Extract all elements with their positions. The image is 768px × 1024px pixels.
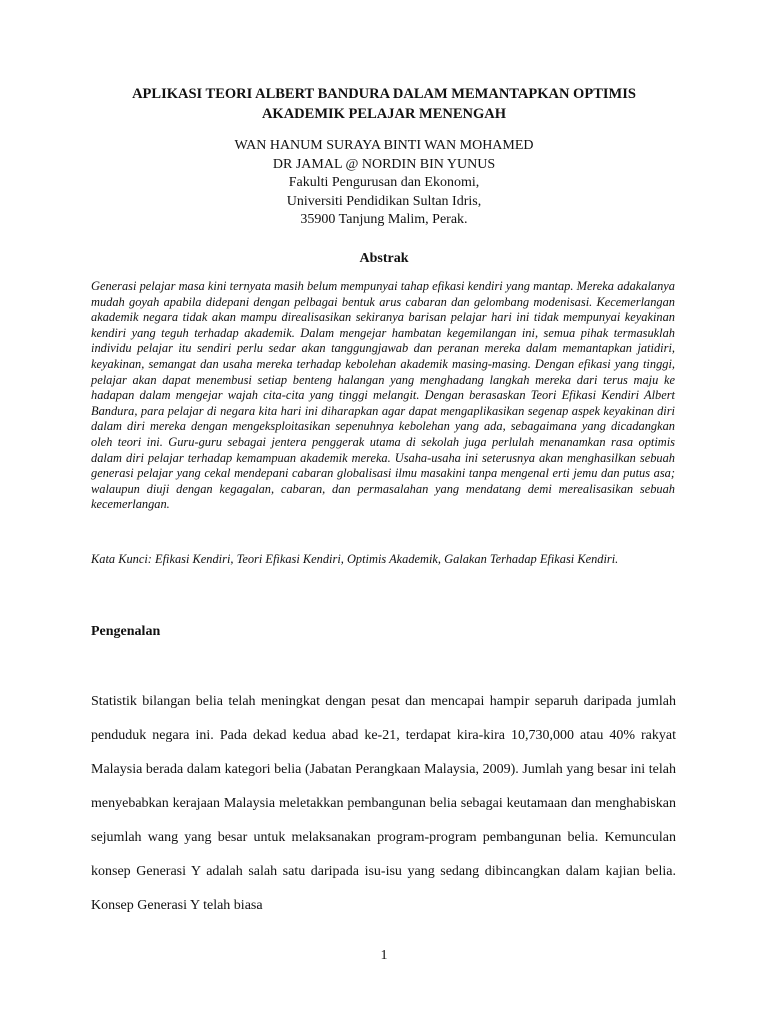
section-heading-introduction: Pengenalan (91, 624, 161, 639)
author-faculty: Fakulti Pengurusan dan Ekonomi, (288, 175, 480, 190)
author-address: 35900 Tanjung Malim, Perak. (300, 212, 468, 227)
paper-title (90, 84, 678, 124)
author-name-1: WAN HANUM SURAYA BINTI WAN MOHAMED (234, 138, 534, 153)
author-university: Universiti Pendidikan Sultan Idris, (286, 193, 482, 209)
page-number: 1 (380, 948, 388, 963)
title-line-1: APLIKASI TEORI ALBERT BANDURA DALAM MEMANTAPKAN OPTIMIS (132, 86, 636, 102)
title-line-2: AKADEMIK PELAJAR MENENGAH (261, 106, 507, 122)
abstract-heading: Abstrak (359, 251, 409, 266)
author-block (90, 137, 678, 230)
author-name-2: DR JAMAL @ NORDIN BIN YUNUS (272, 156, 496, 172)
abstract-body: Generasi pelajar masa kini ternyata masih belum mempunyai tahap efikasi kendiri yang mantap. Mereka adakalanya mudah goyah apabila didepani dengan pelbagai bentuk arus cabaran dan gelombang modenisasi. Kecemerlangan akademik negara tidak akan mampu direalisasikan sekiranya barisan pelajar hari ini tidak mempunyai keyakinan kendiri yang teguh terhadap akademik. Dalam mengejar hambatan kegemilangan ini, semua pihak termasuklah individu pelajar itu sendiri perlu sedar akan tanggungjawab dan peranan mereka dalam memantapkan jatidiri, keyakinan, semangat dan usaha mereka terhadap kebolehan akademik masing-masing. Dengan efikasi yang tinggi, pelajar akan dapat menembusi setiap benteng halangan yang menghadang langkah mereka dari terus maju ke hadapan dalam mengejar wajah cita-cita yang tinggi melangit. Dengan berasaskan Teori Efikasi Kendiri Albert Bandura, para pelajar di negara kita hari ini diharapkan agar dapat mengaplikasikan segenap aspek keyakinan diri dalam diri mereka dengan mengeksploitasikan sepenuhnya kebolehan yang ada, sebagaimana yang dicadangkan oleh teori ini. Guru-guru sebagai jentera penggerak utama di sekolah juga perlulah menanamkan rasa optimis dalam diri pelajar terhadap kemampuan akademik mereka. Usaha-usaha ini seterusnya akan menghasilkan sebuah generasi pelajar yang cekal mendepani cabaran globalisasi ilmu masakini tanpa mengenal erti jemu dan putus asa; walaupun diuji dengan kegagalan, cabaran, dan permasalahan yang mendatang demi merealisasikan sebuah kecemerlangan. (91, 279, 675, 512)
introduction-body: Statistik bilangan belia telah meningkat dengan pesat dan mencapai hampir separuh daripada jumlah penduduk negara ini. Pada dekad kedua abad ke-21, terdapat kira-kira 10,730,000 atau 40% rakyat Malaysia berada dalam kategori belia (Jabatan Perangkaan Malaysia, 2009). Jumlah yang besar ini telah menyebabkan kerajaan Malaysia meletakkan pembangunan belia sebagai keutamaan dan menghabiskan sejumlah wang yang besar untuk melaksanakan program-program pembangunan belia. Kemunculan konsep Generasi Y adalah salah satu daripada isu-isu yang sedang dibincangkan dalam kajian belia. Konsep Generasi Y telah biasa (91, 694, 676, 913)
keywords: Kata Kunci: Efikasi Kendiri, Teori Efikasi Kendiri, Optimis Akademik, Galakan Terhadap Efikasi Kendiri. (91, 552, 619, 566)
